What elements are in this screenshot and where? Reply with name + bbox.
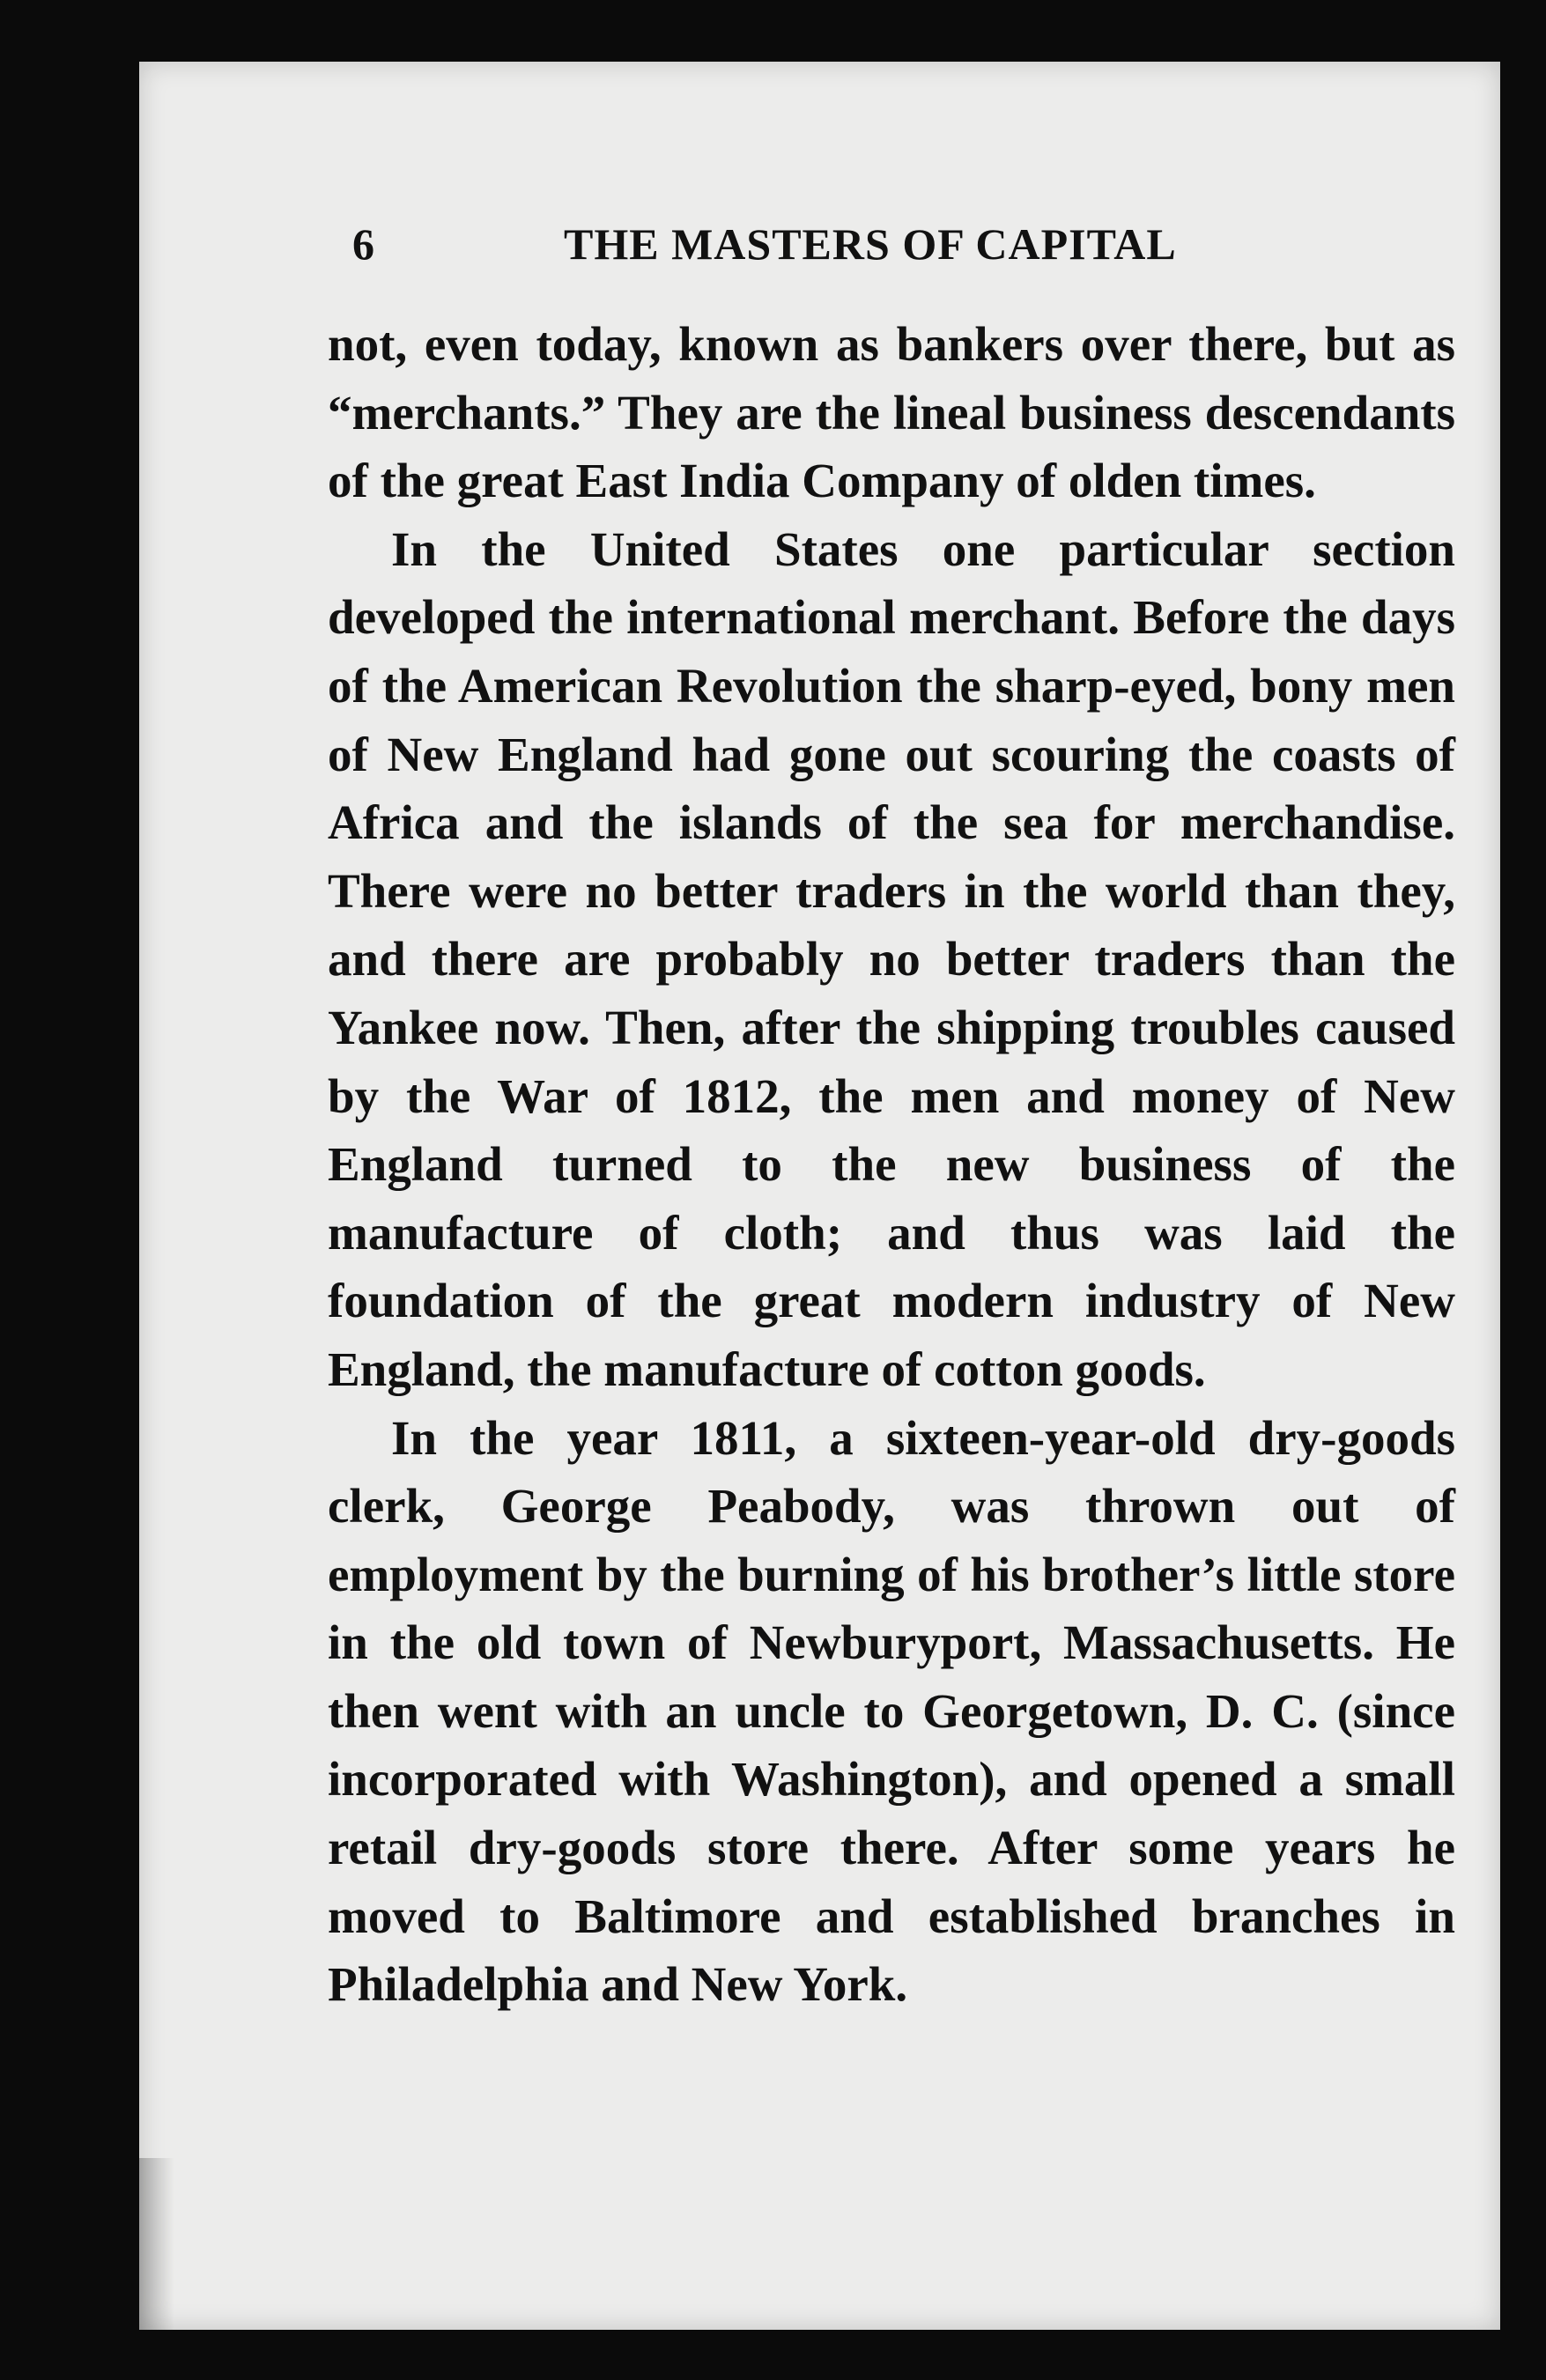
body-text — [328, 310, 1455, 2019]
page-edge-shadow — [139, 2158, 174, 2330]
paragraph-1: not, even today, known as bankers over there, but as “merchants.” They are the lineal business descendants of the great East India Company of olden times. — [328, 317, 1455, 508]
running-title: THE MASTERS OF CAPITAL — [564, 219, 1177, 269]
paragraph-3: In the year 1811, a sixteen-year-old dry-goods clerk, George Peabody, was thrown out of employment by the burning of his brother’s little store in the old town of Newburyport, Massachusetts. He then went with an uncle to Georgetown, D. C. (since incorporated with Washington), and opened a small retail dry-goods store there. After some years he moved to Baltimore and established branches in Philadelphia and New York. — [328, 1410, 1455, 2012]
page-header — [352, 218, 1286, 289]
page-number: 6 — [352, 219, 374, 269]
paragraph-2: In the United States one particular section developed the international merchant. Before the days of the American Revolution the sharp-eyed, bony men of New England had gone out scouring the coasts of Africa and the islands of the sea for merchandise. There were no better traders in the world than they, and there are probably no better traders than the Yankee now. Then, after the shipping troubles caused by the War of 1812, the men and money of New England turned to the new business of the manufacture of cloth; and thus was laid the foundation of the great modern industry of New England, the manufacture of cotton goods. — [328, 521, 1455, 1396]
